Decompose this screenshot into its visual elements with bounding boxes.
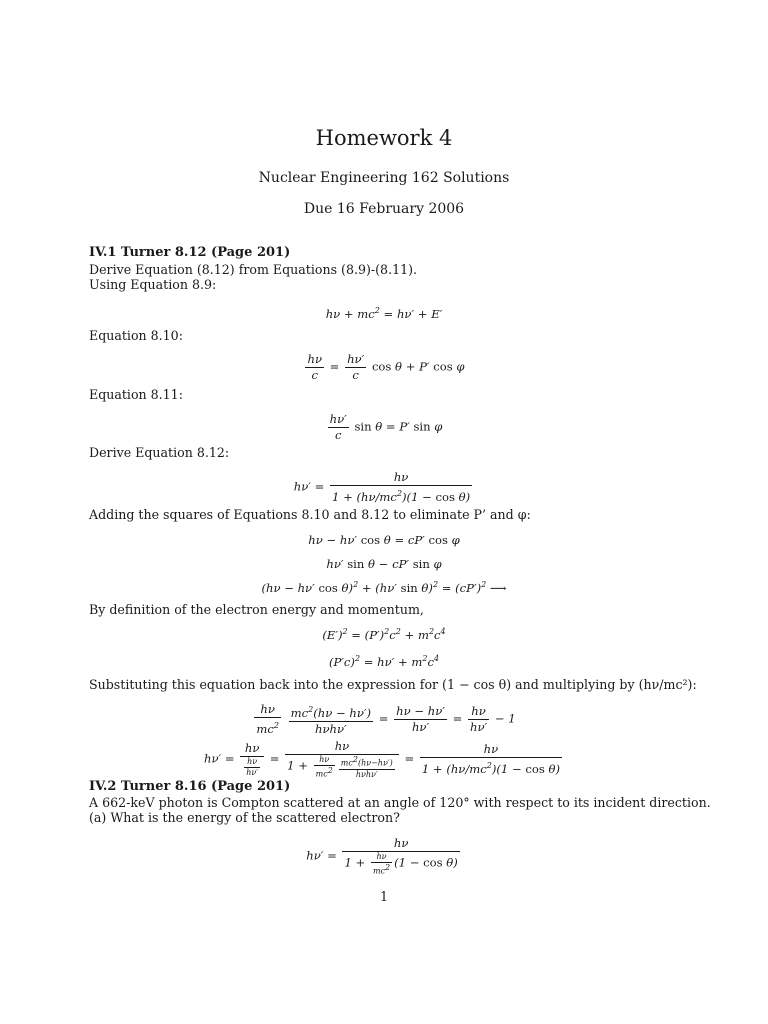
paragraph-substituting: Substituting this equation back into the expression for (1 − cos θ) and multiplying by (hν/mc²): [89, 677, 697, 692]
paragraph-derive: Derive Equation (8.12) from Equations (8.9)-(8.11). [89, 262, 418, 277]
section-heading-iv1: IV.1 Turner 8.12 (Page 201) [89, 245, 291, 260]
equation-8-10: $\frac{h\nu}{c}$ = $\frac{h\nu'}{c}$ cos θ + P′ cos φ [307, 352, 465, 382]
label-derive-8-12: Derive Equation 8.12: [89, 445, 230, 460]
label-equation-8-11: Equation 8.11: [89, 387, 183, 402]
equation-multiply: $\frac{h\nu}{mc^2}$ $\frac{mc^2(h\nu - h\nu')}{\text{hνhν′}}$ = $\frac{h\nu - h\nu'}{h\nu'}$ = $\frac{h\nu}{h\nu'}$ − 1 [256, 702, 516, 736]
equation-8-12: hν′ = $\frac{h\nu}{1 + (h\nu/mc^2)(1 - \cos \theta)}$ [293, 470, 471, 504]
due-date: Due 16 February 2006 [303, 201, 465, 217]
equation-8-11: $\frac{h\nu'}{c}$ sin θ = P′ sin φ [329, 412, 443, 442]
equation-energy-momentum: $(E')^2 = (P')^2c^2 + m^2c^4$ [322, 627, 446, 642]
paragraph-definition: By definition of the electron energy and momentum, [89, 602, 424, 617]
page-title: Homework 4 [315, 126, 453, 150]
paragraph-compton-photon: A 662-keV photon is Compton scattered at an angle of 120° with respect to its incident direction. [89, 795, 711, 810]
equation-8-9: $h\nu + mc^2 = h\nu' + E'$ [325, 306, 443, 321]
equation-square-b: hν′ sin θ − cP′ sin φ [326, 557, 442, 571]
course-subtitle: Nuclear Engineering 162 Solutions [258, 170, 510, 186]
paragraph-using: Using Equation 8.9: [89, 277, 217, 292]
equation-compton-energy: hν′ = hν 1 + $\frac{h\nu}{mc^2}$ (1 − cos θ) [306, 836, 458, 876]
equation-square-sum: (hν − hν′ cos θ)$^2$ + (hν′ $\sin \theta)^2 = (cP')^2$ ⟶ [261, 580, 507, 595]
section-heading-iv2: IV.2 Turner 8.16 (Page 201) [89, 779, 291, 794]
page-number: 1 [379, 889, 388, 904]
paragraph-question-a: (a) What is the energy of the scattered electron? [89, 810, 400, 825]
label-equation-8-10: Equation 8.10: [89, 328, 183, 343]
equation-square-a: hν − hν′ cos θ = cP′ cos φ [308, 533, 460, 547]
paragraph-adding-squares: Adding the squares of Equations 8.10 and 8.12 to eliminate P’ and φ: [89, 507, 531, 522]
equation-momentum-substitution: $(P'c)^2 = h\nu' + m^2c^4$ [328, 654, 440, 669]
equation-final-form: hν′ = $\frac{h\nu}{\frac{h\nu}{h\nu'}}$ = hν 1 + $\frac{h\nu}{mc^2}$ $\frac{mc^2(h\nu-h\nu')}{\text{hνhν′}}$ = $\frac{h\nu}{1 + (h\nu/mc^2)(1 - \cos \theta)}$ [203, 739, 561, 779]
